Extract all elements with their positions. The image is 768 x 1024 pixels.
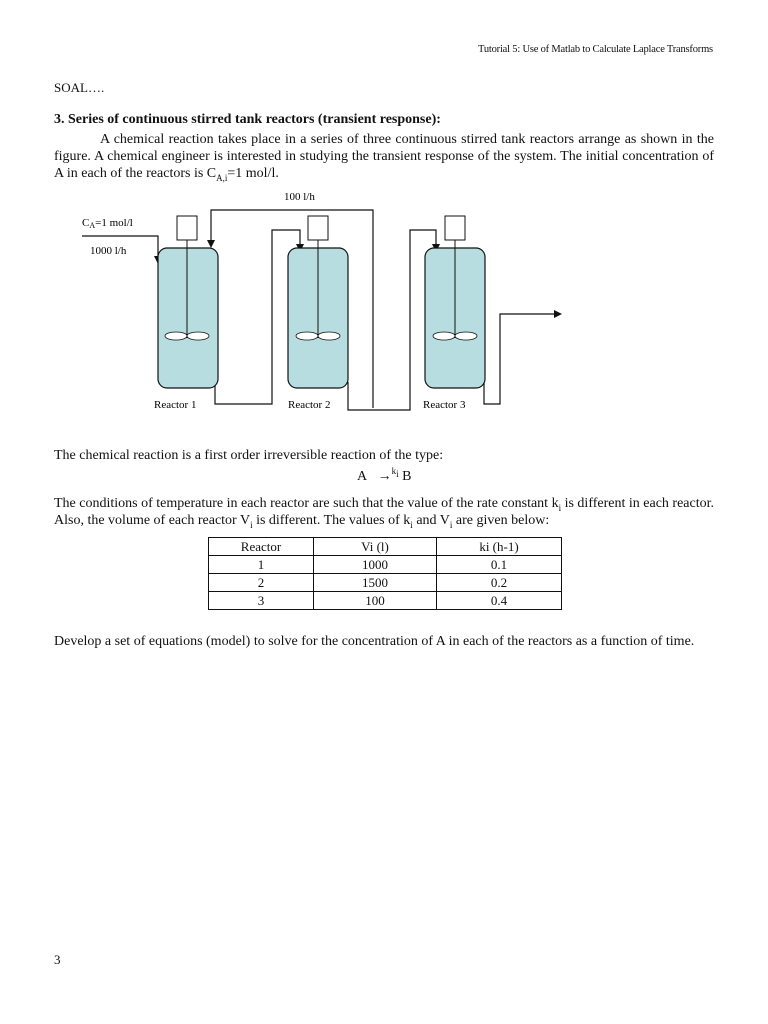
reactor-1-label: Reactor 1 bbox=[154, 399, 197, 411]
reactor-2 bbox=[288, 216, 348, 388]
reaction-k: k bbox=[391, 466, 397, 477]
table-header: Reactor bbox=[209, 538, 314, 556]
reaction-equation bbox=[357, 466, 412, 485]
reactor-3-motor bbox=[445, 216, 465, 240]
reaction-description: The chemical reaction is a first order irreversible reaction of the type: bbox=[54, 448, 444, 463]
table-header: Vi (l) bbox=[314, 538, 437, 556]
reactor-1-motor bbox=[177, 216, 197, 240]
feed-flow-label: 1000 l/h bbox=[90, 245, 127, 257]
reactor-1-impeller-right bbox=[187, 332, 209, 340]
reactor-2-impeller-left bbox=[296, 332, 318, 340]
soal-label: SOAL…. bbox=[54, 80, 105, 95]
conditions-p3: is different. The values of k bbox=[252, 513, 411, 528]
feed-conc-suffix: =1 mol/l bbox=[95, 217, 133, 229]
table-cell: 1 bbox=[209, 556, 314, 574]
table-row bbox=[209, 592, 562, 610]
reactor-parameters-table bbox=[208, 537, 562, 610]
reactor-3 bbox=[425, 216, 485, 388]
intro-paragraph bbox=[54, 131, 714, 182]
feed-concentration-label bbox=[82, 217, 133, 230]
reaction-arrow: → bbox=[377, 469, 392, 484]
conditions-p1-sub: i bbox=[558, 502, 562, 513]
conditions-p4: and V bbox=[412, 513, 450, 528]
reactor-3-label: Reactor 3 bbox=[423, 399, 466, 411]
intro-text: A chemical reaction takes place in a series of three continuous stirred tank reactors arrange as shown in the figure. A chemical engineer is interested in studying the transient response of the system. The initial concentration of A in each of the reactors is C bbox=[54, 132, 714, 181]
table-cell: 3 bbox=[209, 592, 314, 610]
conditions-p2: is different in each reactor. Also, the volume of each reactor V bbox=[54, 496, 714, 528]
table-row bbox=[209, 556, 562, 574]
table-cell: 0.2 bbox=[437, 574, 562, 592]
outlet-line bbox=[484, 314, 556, 404]
reaction-k-sub: i bbox=[396, 469, 399, 480]
conditions-p5: are given below: bbox=[452, 513, 550, 528]
table-cell: 100 bbox=[314, 592, 437, 610]
reactor-2-impeller-right bbox=[318, 332, 340, 340]
recycle-flow-label: 100 l/h bbox=[284, 191, 315, 203]
table-cell: 0.1 bbox=[437, 556, 562, 574]
task-paragraph: Develop a set of equations (model) to solve for the concentration of A in each of the reactors as a function of time. bbox=[54, 634, 695, 649]
reactor-series-diagram bbox=[70, 186, 570, 416]
outlet-arrowhead bbox=[554, 310, 562, 318]
table-header: ki (h-1) bbox=[437, 538, 562, 556]
connector-2-3 bbox=[348, 230, 436, 410]
intro-sub: A,i bbox=[216, 172, 228, 183]
table-row bbox=[209, 574, 562, 592]
reactor-2-label: Reactor 2 bbox=[288, 399, 331, 411]
reaction-rhs: B bbox=[402, 469, 412, 484]
reactor-1-vessel bbox=[158, 248, 218, 388]
section-heading: 3. Series of continuous stirred tank reactors (transient response): bbox=[54, 112, 441, 127]
conditions-p3-sub: i bbox=[410, 519, 413, 530]
recycle-arrowhead bbox=[207, 240, 215, 248]
table-cell: 2 bbox=[209, 574, 314, 592]
reaction-lhs: A bbox=[357, 469, 368, 484]
table-cell: 0.4 bbox=[437, 592, 562, 610]
reactor-3-impeller-right bbox=[455, 332, 477, 340]
feed-conc-sub: A bbox=[89, 221, 96, 230]
reactor-3-impeller-left bbox=[433, 332, 455, 340]
table-cell: 1000 bbox=[314, 556, 437, 574]
conditions-p4-sub: i bbox=[449, 519, 453, 530]
connector-1-2 bbox=[215, 230, 300, 404]
feed-conc-prefix: C bbox=[82, 217, 90, 229]
page-number: 3 bbox=[54, 952, 61, 967]
conditions-p1: The conditions of temperature in each reactor are such that the value of the rate constant k bbox=[54, 496, 559, 511]
conditions-p2-sub: i bbox=[250, 519, 253, 530]
intro-end: =1 mol/l. bbox=[227, 166, 279, 181]
table-cell: 1500 bbox=[314, 574, 437, 592]
conditions-paragraph bbox=[54, 495, 714, 529]
running-header: Tutorial 5: Use of Matlab to Calculate Laplace Transforms bbox=[478, 44, 713, 55]
reactor-2-motor bbox=[308, 216, 328, 240]
reactor-1-impeller-left bbox=[165, 332, 187, 340]
table-header-row bbox=[209, 538, 562, 556]
